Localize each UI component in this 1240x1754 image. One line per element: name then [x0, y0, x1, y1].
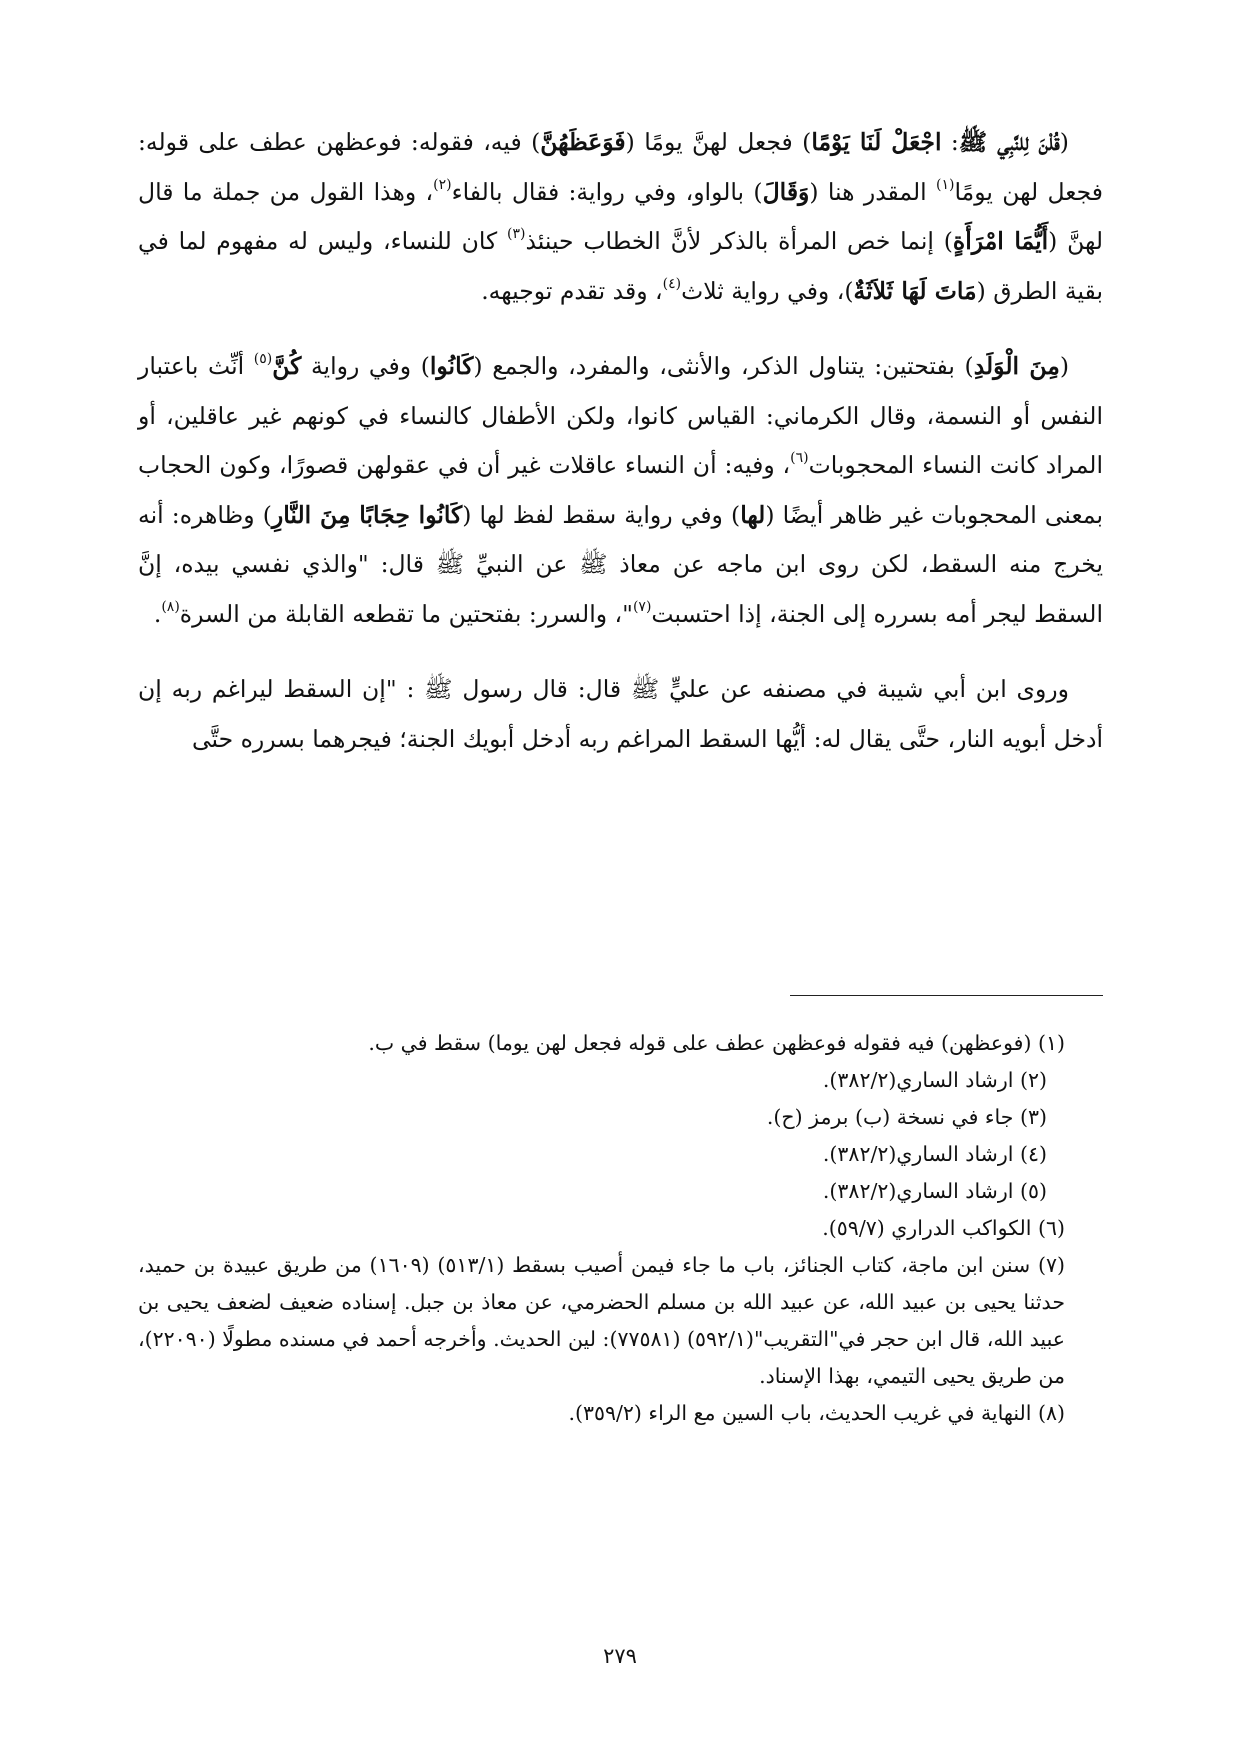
commentary-text: ) وظاهره: أنه يخرج منه السقط، لكن روى ابن ماجه عن معاذ ﷺ عن النبيِّ ﷺ قال: "والذي نفسي بيده، إنَّ السقط ليجر أمه بسرره إلى الجنة، إذا احتسبت	[138, 500, 1103, 628]
footnote-2: (٢) ارشاد الساري(٣٨٢/٢).	[822, 1068, 1047, 1092]
commentary-text: وروى ابن أبي شيبة في مصنفه عن عليٍّ ﷺ قال: قال رسول ﷺ : "إن السقط ليراغم ربه إن أدخل أبويه النار، حتَّى يقال له: أيُّها السقط المراغم ربه أدخل أبويك الجنة؛ فيجرهما بسرره حتَّى	[138, 675, 1103, 753]
quoted-hadith-text: مِنَ الْوَلَدِ	[973, 352, 1060, 380]
paragraph-2	[138, 342, 1103, 639]
quoted-hadith-text: كَانُوا	[429, 352, 474, 380]
footnote-3: (٣) جاء في نسخة (ب) برمز (ح).	[766, 1105, 1047, 1129]
quoted-hadith-text: كَانُوا حِجَابًا مِنَ النَّارِ	[271, 500, 463, 529]
footnote-6: (٦) الكواكب الدراري (٥٩/٧).	[822, 1216, 1065, 1240]
commentary-text: )، وفي رواية ثلاث	[681, 276, 854, 305]
page-number: ٢٧٩	[603, 1644, 637, 1668]
footnote-marker: (٦)	[790, 450, 809, 467]
commentary-text: ) فيه، فقوله: فوعظهن عطف على قوله: فجعل لهن يومًا	[138, 128, 1103, 206]
footnote-marker: (١)	[936, 176, 955, 193]
commentary-text: "، والسرر: بفتحتين ما تقطعه القابلة من السرة	[179, 599, 633, 628]
commentary-text: (	[1059, 128, 1069, 156]
paragraph-1	[138, 118, 1103, 316]
commentary-text: ) وفي رواية	[301, 352, 430, 380]
commentary-text: ) وفي رواية سقط لفظ لها (	[462, 500, 741, 529]
commentary-text: المقدر هنا (	[809, 177, 937, 206]
commentary-text: ) بفتحتين: يتناول الذكر، والأنثى، والمفرد، والجمع (	[473, 352, 974, 380]
quoted-hadith-text: أَيُّمَا امْرَأَةٍ	[952, 227, 1049, 255]
commentary-text: ) إنما خص المرأة بالذكر لأنَّ الخطاب حينئذ	[525, 227, 953, 255]
footnote-separator	[790, 995, 1103, 996]
footnotes	[138, 1025, 1103, 1432]
paragraph-3	[138, 665, 1103, 764]
footnote-marker: (٧)	[632, 598, 652, 615]
quoted-hadith-text: وَقَالَ	[762, 177, 810, 206]
quoted-hadith-text: لها	[740, 500, 766, 529]
commentary-text: .	[153, 599, 162, 628]
footnote-marker: (٣)	[506, 226, 526, 243]
commentary-text: (	[1059, 352, 1069, 380]
commentary-text: كان للنساء، وليس له مفهوم لما في بقية الطرق (	[138, 227, 1103, 305]
quoted-hadith-text: مَاتَ لَهَا ثَلاَثَةٌ	[853, 276, 977, 305]
footnote-1: (١) (فوعظهن) فيه فقوله فوعظهن عطف على قوله فجعل لهن يوما) سقط في ب.	[368, 1031, 1065, 1055]
commentary-text: ) بالواو، وفي رواية: فقال بالفاء	[451, 177, 763, 206]
footnote-5: (٥) ارشاد الساري(٣٨٢/٢).	[822, 1179, 1047, 1203]
commentary-text: ) فجعل لهنَّ يومًا (	[625, 128, 812, 156]
commentary-text: ، وفيه: أن النساء عاقلات غير أن في عقولهن قصورًا، وكون الحجاب بمعنى المحجوبات غير ظاهر أيضًا (	[138, 451, 1103, 529]
main-text	[138, 118, 1103, 764]
footnote-8: (٨) النهاية في غريب الحديث، باب السين مع الراء (٣٥٩/٢).	[568, 1401, 1065, 1425]
commentary-text: ، وهذا القول من جملة ما قال لهنَّ (	[138, 177, 1103, 255]
quoted-hadith-text: كُنَّ	[272, 352, 302, 380]
quoted-hadith-text: فَوَعَظَهُنَّ	[540, 128, 626, 156]
commentary-text: :	[941, 128, 959, 156]
footnote-marker: (٢)	[433, 176, 452, 193]
footnote-4: (٤) ارشاد الساري(٣٨٢/٢).	[822, 1142, 1047, 1166]
quoted-hadith-text: قُلْنَ لِلنَّبِي ﷺ	[958, 128, 1060, 156]
footnote-7: (٧) سنن ابن ماجة، كتاب الجنائز، باب ما جاء فيمن أصيب بسقط (٥١٣/١) (١٦٠٩) من طريق عبيدة بن حميد، حدثنا يحيى بن عبيد الله، عن عبيد الله بن مسلم الحضرمي، عن معاذ بن جبل. إسناده ضعيف لضعف يحيى بن عبيد الله، قال ابن حجر في"التقريب"(٥٩٢/١) (٧٧٥٨١): لين الحديث. وأخرجه أحمد في مسنده مطولًا (٢٢٠٩٠)، من طريق يحيى التيمي، بهذا الإسناد.	[138, 1253, 1066, 1388]
quoted-hadith-text: اجْعَلْ لَنَا يَوْمًا	[811, 128, 942, 156]
footnote-marker: (٨)	[161, 598, 180, 615]
commentary-text: ، وقد تقدم توجيهه.	[481, 276, 663, 305]
commentary-text: أنِّث باعتبار النفس أو النسمة، وقال الكرماني: القياس كانوا، ولكن الأطفال كالنساء في كونهم غير عاقلين، أو المراد كانت النساء المحجوبات	[138, 352, 1103, 479]
footnote-marker: (٥)	[253, 351, 273, 368]
footnote-marker: (٤)	[662, 275, 682, 292]
